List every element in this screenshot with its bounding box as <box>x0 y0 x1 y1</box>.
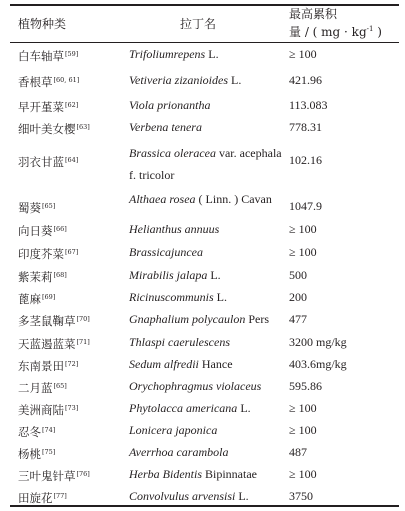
max-accumulation-value: ≥ 100 <box>289 222 317 236</box>
latin-name-author: L. <box>237 401 251 415</box>
max-accumulation-value: 3200 mg/kg <box>289 335 347 349</box>
latin-name-cell <box>129 142 289 186</box>
max-accumulation-value: 595.86 <box>289 379 322 393</box>
max-accumulation-value: ≥ 100 <box>289 245 317 259</box>
latin-name-italic: Helianthus annuus <box>129 222 220 236</box>
plant-name: 早开堇菜 <box>18 100 64 114</box>
latin-name-cell <box>129 222 289 236</box>
plant-name: 蓖麻 <box>18 292 41 306</box>
latin-name-cell <box>129 47 289 61</box>
plant-name-cell <box>18 290 55 306</box>
plant-name-cell <box>18 120 90 136</box>
latin-name-italic: Gnaphalium polycaulon <box>129 312 246 326</box>
max-accumulation-value: 477 <box>289 312 307 326</box>
latin-name-italic: Brassicajuncea <box>129 245 203 259</box>
reference-citation: [60, 61] <box>53 76 80 84</box>
latin-name-italic: Convolvulus arvensisi <box>129 489 236 503</box>
header-max-accumulation <box>289 7 397 40</box>
reference-citation: [75] <box>42 448 56 456</box>
table-top-rule <box>10 4 399 6</box>
plant-name-cell <box>18 335 90 351</box>
max-accumulation-value: 487 <box>289 445 307 459</box>
reference-citation: [65] <box>53 382 67 390</box>
reference-citation: [63] <box>76 123 90 131</box>
latin-name-cell <box>129 245 289 259</box>
reference-citation: [59] <box>65 50 79 58</box>
reference-citation: [66] <box>53 225 67 233</box>
latin-name-italic: Althaea rosea <box>129 192 196 206</box>
latin-name-cell <box>129 290 289 304</box>
max-accumulation-value: 1047.9 <box>289 199 322 213</box>
latin-name-author: L. <box>235 489 249 503</box>
latin-name-italic: Vetiveria zizanioides <box>129 73 228 87</box>
reference-citation: [62] <box>65 101 79 109</box>
latin-name-cell <box>129 423 289 437</box>
reference-citation: [65] <box>42 202 56 210</box>
latin-name-cell <box>129 489 289 503</box>
max-accumulation-value: 421.96 <box>289 73 322 87</box>
latin-name-italic: Ricinuscommunis <box>129 290 214 304</box>
latin-name-italic: Brassica oleracea <box>129 146 216 160</box>
latin-name-italic: Averrhoa carambola <box>129 445 229 459</box>
plant-name: 东南景田 <box>18 359 64 373</box>
plant-name-cell <box>18 153 78 169</box>
plant-name: 多茎鼠鞠草 <box>18 314 76 328</box>
latin-name-author: var. acephala f. tricolor <box>129 146 282 182</box>
latin-name-cell <box>129 188 289 210</box>
plant-name-cell <box>18 47 78 63</box>
reference-citation: [77] <box>53 492 67 500</box>
plant-name: 田旋花 <box>18 491 53 505</box>
latin-name-cell <box>129 120 289 134</box>
latin-name-author: Bipinnatae <box>202 467 257 481</box>
table-header-rule <box>10 42 399 43</box>
max-accumulation-value: 200 <box>289 290 307 304</box>
max-accumulation-value: ≥ 100 <box>289 401 317 415</box>
header-unit-pre: 量 / ( mg · kg <box>289 25 367 39</box>
latin-name-author: ( Linn. ) Cavan <box>195 192 272 206</box>
plant-name: 香根草 <box>18 75 53 89</box>
max-accumulation-value: 102.16 <box>289 153 322 167</box>
reference-citation: [64] <box>65 156 79 164</box>
reference-citation: [73] <box>65 404 79 412</box>
plant-name: 杨桃 <box>18 447 41 461</box>
max-accumulation-value: ≥ 100 <box>289 467 317 481</box>
reference-citation: [67] <box>65 248 79 256</box>
max-accumulation-value: 500 <box>289 268 307 282</box>
max-accumulation-value: 113.083 <box>289 98 328 112</box>
plant-name: 向日葵 <box>18 224 53 238</box>
header-max-accumulation-line1: 最高累积 <box>289 7 338 21</box>
plant-name: 白车轴草 <box>18 49 64 63</box>
latin-name-italic: Trifoliumrepens <box>129 47 206 61</box>
plant-name: 印度芥菜 <box>18 247 64 261</box>
header-unit-sup: -1 <box>366 25 374 33</box>
plant-name: 忍冬 <box>18 425 41 439</box>
latin-name-italic: Viola prionantha <box>129 98 211 112</box>
latin-name-cell <box>129 445 289 459</box>
reference-citation: [74] <box>42 426 56 434</box>
latin-name-author: L. <box>205 47 219 61</box>
latin-name-italic: Sedum alfredii <box>129 357 199 371</box>
header-latin-name: 拉丁名 <box>180 17 217 31</box>
plant-name: 羽衣甘蓝 <box>18 155 64 169</box>
reference-citation: [68] <box>53 271 67 279</box>
latin-name-cell <box>129 357 289 371</box>
plant-name: 美洲商陆 <box>18 403 64 417</box>
plant-name-cell <box>18 401 78 417</box>
plant-name-cell <box>18 199 55 215</box>
plant-name-cell <box>18 489 67 505</box>
plant-name-cell <box>18 379 67 395</box>
max-accumulation-value: ≥ 100 <box>289 47 317 61</box>
plant-name-cell <box>18 245 78 261</box>
latin-name-cell <box>129 467 289 481</box>
latin-name-italic: Verbena tenera <box>129 120 202 134</box>
latin-name-author: L. <box>228 73 242 87</box>
latin-name-cell <box>129 73 289 87</box>
latin-name-cell <box>129 379 289 393</box>
latin-name-cell <box>129 98 289 112</box>
latin-name-author: L. <box>207 268 221 282</box>
latin-name-italic: Thlaspi caerulescens <box>129 335 230 349</box>
max-accumulation-value: 403.6mg/kg <box>289 357 347 371</box>
reference-citation: [70] <box>76 315 90 323</box>
plant-name-cell <box>18 73 79 89</box>
latin-name-cell <box>129 312 289 326</box>
reference-citation: [72] <box>65 360 79 368</box>
latin-name-cell <box>129 335 289 349</box>
latin-name-author: Hance <box>198 357 233 371</box>
reference-citation: [71] <box>76 338 90 346</box>
table-bottom-rule <box>10 505 399 507</box>
latin-name-italic: Herba Bidentis <box>129 467 202 481</box>
plant-name-cell <box>18 423 55 439</box>
latin-name-italic: Orychophragmus violaceus <box>129 379 262 393</box>
plant-name-cell <box>18 312 90 328</box>
latin-name-author: L. <box>213 290 227 304</box>
max-accumulation-value: 3750 <box>289 489 313 503</box>
plant-name: 二月蓝 <box>18 381 53 395</box>
latin-name-cell <box>129 401 289 415</box>
latin-name-cell <box>129 268 289 282</box>
plant-name: 三叶鬼针草 <box>18 469 76 483</box>
plant-name: 天蓝遏蓝菜 <box>18 337 76 351</box>
reference-citation: [69] <box>42 293 56 301</box>
latin-name-author: Pers <box>245 312 269 326</box>
plant-name-cell <box>18 445 55 461</box>
header-unit-post: ) <box>373 25 382 39</box>
plant-name: 紫茉莉 <box>18 270 53 284</box>
plant-name-cell <box>18 222 67 238</box>
plant-name-cell <box>18 98 78 114</box>
plant-name-cell <box>18 467 90 483</box>
header-plant-species: 植物种类 <box>18 17 67 31</box>
max-accumulation-value: 778.31 <box>289 120 322 134</box>
reference-citation: [76] <box>76 470 90 478</box>
plant-name: 细叶美女樱 <box>18 122 76 136</box>
plant-name-cell <box>18 357 78 373</box>
latin-name-italic: Phytolacca americana <box>129 401 238 415</box>
plant-name: 蜀葵 <box>18 201 41 215</box>
max-accumulation-value: ≥ 100 <box>289 423 317 437</box>
plant-name-cell <box>18 268 67 284</box>
latin-name-italic: Mirabilis jalapa <box>129 268 208 282</box>
latin-name-italic: Lonicera japonica <box>129 423 218 437</box>
